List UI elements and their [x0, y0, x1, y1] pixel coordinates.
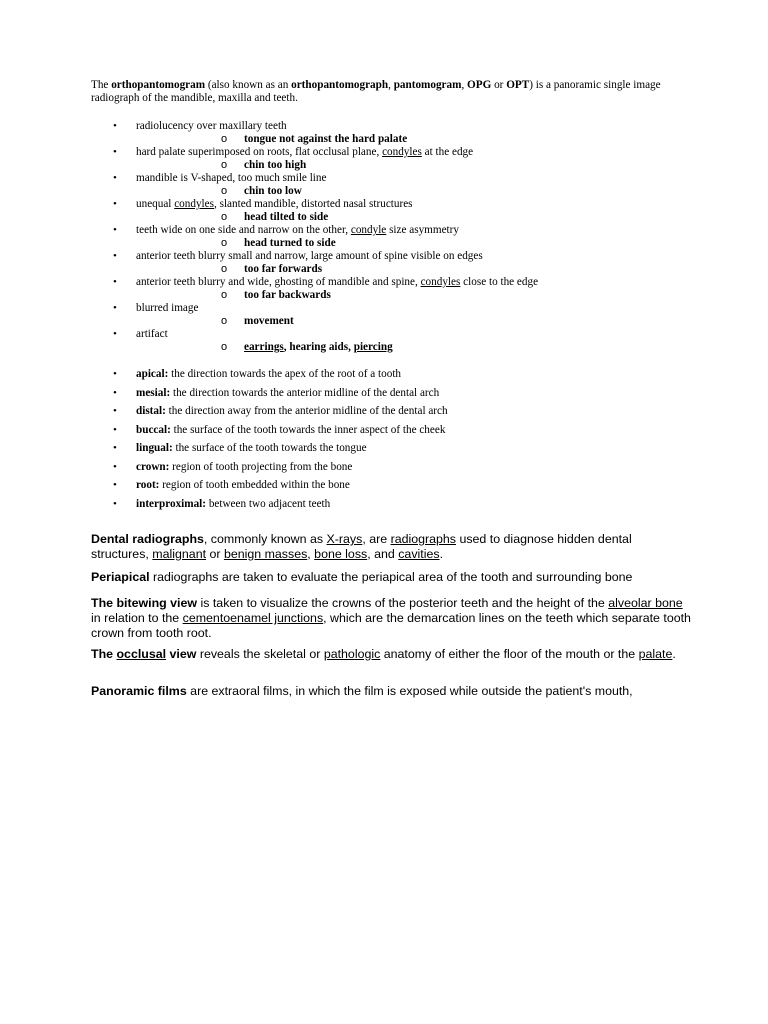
list-item [136, 289, 691, 302]
paragraph-text: reveals the skeletal or [196, 647, 324, 661]
term-definition: the surface of the tooth towards the inner aspect of the cheek [170, 423, 446, 436]
error-cause: anterior teeth blurry and wide, ghosting of mandible and spine, [136, 276, 421, 288]
paragraph-text: . [439, 547, 444, 561]
paragraph-heading: view [166, 647, 197, 661]
list-item [91, 120, 691, 146]
list-item [91, 172, 691, 198]
paragraph-text: used to diagnose hidden dental structures, [91, 532, 632, 561]
condyles-link[interactable]: condyles [420, 276, 461, 288]
term-label: apical: [136, 368, 169, 380]
intro-term: orthopantomogram [111, 79, 206, 91]
periapical-paragraph [91, 570, 691, 585]
error-cause: radiolucency over maxillary teeth [136, 120, 287, 132]
term-definition: the direction away from the anterior midline of the dental arch [165, 405, 448, 417]
benign-masses-link[interactable]: benign masses [223, 547, 308, 561]
error-cause: teeth wide on one side and narrow on the other, [136, 224, 351, 236]
list-item [91, 146, 691, 172]
list-item [91, 368, 691, 387]
paragraph-text: anatomy of either the floor of the mouth or the [380, 647, 639, 661]
term-definition: region of tooth projecting from the bone [169, 460, 353, 473]
x-rays-link[interactable]: X-rays [326, 532, 363, 546]
list-item [91, 328, 691, 354]
list-item [91, 387, 691, 406]
term-definition: region of tooth embedded within the bone [159, 479, 350, 491]
error-fix: chin too low [244, 185, 302, 197]
error-fix: chin too high [244, 159, 307, 171]
list-item [91, 224, 691, 250]
list-item [91, 405, 691, 424]
list-item [91, 198, 691, 224]
term-label: interproximal: [136, 497, 207, 510]
paragraph-text: , which are the demarcation lines on the teeth which separate tooth crown from tooth root. [91, 611, 691, 640]
paragraph-heading: Panoramic films [91, 684, 187, 698]
error-cause: unequal [136, 198, 175, 210]
intro-text: or [491, 79, 507, 91]
alveolar-bone-link[interactable]: alveolar bone [608, 596, 683, 610]
paragraph-heading: Dental radiographs [91, 532, 204, 546]
list-item [91, 442, 691, 461]
term-label: lingual: [136, 442, 173, 454]
dental-terms-list [91, 368, 691, 516]
earrings-link[interactable]: earrings [244, 341, 284, 353]
paragraph-text: in relation to the [91, 611, 183, 625]
intro-term: orthopantomograph [291, 79, 389, 91]
malignant-link[interactable]: malignant [152, 547, 207, 561]
panoramic-paragraph [91, 684, 691, 699]
paragraph-heading: The [91, 647, 117, 661]
term-label: crown: [136, 460, 170, 473]
intro-term: OPG [467, 79, 492, 91]
radiographs-link[interactable]: radiographs [390, 532, 457, 546]
error-fix: , hearing aids, [283, 341, 354, 353]
error-cause: artifact [136, 328, 168, 340]
list-item [91, 461, 691, 480]
condyle-link[interactable]: condyle [350, 224, 387, 236]
condyles-link[interactable]: condyles [174, 198, 214, 210]
list-item [91, 479, 691, 498]
list-item [136, 159, 691, 172]
list-item [136, 341, 691, 354]
term-definition: the direction towards the anterior midline of the dental arch [170, 386, 440, 399]
intro-text: ) is a panoramic single image radiograph of the mandible, maxilla and teeth. [91, 79, 661, 104]
intro-paragraph [91, 79, 691, 105]
term-label: root: [136, 479, 160, 491]
paragraph-heading: Periapical [91, 570, 150, 584]
intro-term: pantomogram [393, 79, 462, 91]
list-item [91, 250, 691, 276]
bitewing-paragraph [91, 596, 691, 641]
cavities-link[interactable]: cavities [398, 547, 440, 561]
error-cause: hard palate superimposed on roots, flat occlusal plane, [136, 146, 383, 158]
error-cause: anterior teeth blurry small and narrow, large amount of spine visible on edges [136, 250, 483, 262]
paragraph-text: , are [362, 532, 391, 546]
paragraph-text: , and [367, 547, 399, 561]
term-label: distal: [136, 405, 166, 417]
error-fix: movement [244, 315, 294, 327]
piercing-link[interactable]: piercing [353, 341, 393, 353]
list-item [136, 263, 691, 276]
error-cause: , slanted mandible, distorted nasal structures [214, 198, 413, 210]
list-item [91, 424, 691, 443]
term-definition: between two adjacent teeth [206, 497, 331, 510]
term-label: mesial: [136, 386, 171, 399]
paragraph-text: . [672, 647, 676, 661]
error-cause: blurred image [136, 302, 199, 314]
error-fix: head turned to side [244, 237, 336, 249]
positioning-errors-list [91, 120, 691, 354]
intro-text: The [91, 79, 112, 91]
term-definition: the surface of the tooth towards the tongue [172, 442, 367, 454]
error-fix: too far forwards [244, 263, 323, 275]
intro-text: (also known as an [205, 79, 292, 91]
paragraph-text: , [307, 547, 315, 561]
list-item [136, 133, 691, 146]
error-fix: too far backwards [244, 289, 331, 301]
error-fix: head tilted to side [244, 211, 329, 223]
list-item [136, 185, 691, 198]
term-definition: the direction towards the apex of the root of a tooth [168, 368, 402, 380]
list-item [91, 276, 691, 302]
cementoenamel-junctions-link[interactable]: cementoenamel junctions [182, 611, 324, 625]
list-item [136, 315, 691, 328]
intro-text: , [388, 79, 394, 91]
paragraph-heading: The bitewing view [91, 596, 198, 610]
list-item [136, 237, 691, 250]
paragraph-text: , commonly known as [203, 532, 327, 546]
error-cause: at the edge [421, 146, 474, 158]
intro-text: , [461, 79, 468, 91]
error-cause: size asymmetry [386, 224, 459, 236]
occlusal-link[interactable]: occlusal [116, 647, 167, 661]
palate-link[interactable]: palate [638, 647, 673, 661]
error-cause: mandible is V-shaped, too much smile line [136, 172, 327, 184]
dental-radiographs-paragraph [91, 532, 691, 562]
paragraph-text: or [206, 547, 224, 561]
list-item [91, 498, 691, 517]
term-label: buccal: [136, 423, 171, 436]
error-fix: tongue not against the hard palate [244, 133, 408, 145]
paragraph-text: is taken to visualize the crowns of the posterior teeth and the height of the [197, 596, 609, 610]
pathologic-link[interactable]: pathologic [323, 647, 381, 661]
paragraph-text: radiographs are taken to evaluate the periapical area of the tooth and surrounding bone [149, 570, 633, 584]
error-cause: close to the edge [460, 276, 539, 288]
list-item [91, 302, 691, 328]
bone-loss-link[interactable]: bone loss [314, 547, 368, 561]
intro-term: OPT [506, 79, 530, 91]
list-item [136, 211, 691, 224]
occlusal-paragraph [91, 647, 691, 662]
paragraph-text: are extraoral films, in which the film is exposed while outside the patient's mouth, [186, 684, 633, 698]
condyles-link[interactable]: condyles [382, 146, 422, 158]
